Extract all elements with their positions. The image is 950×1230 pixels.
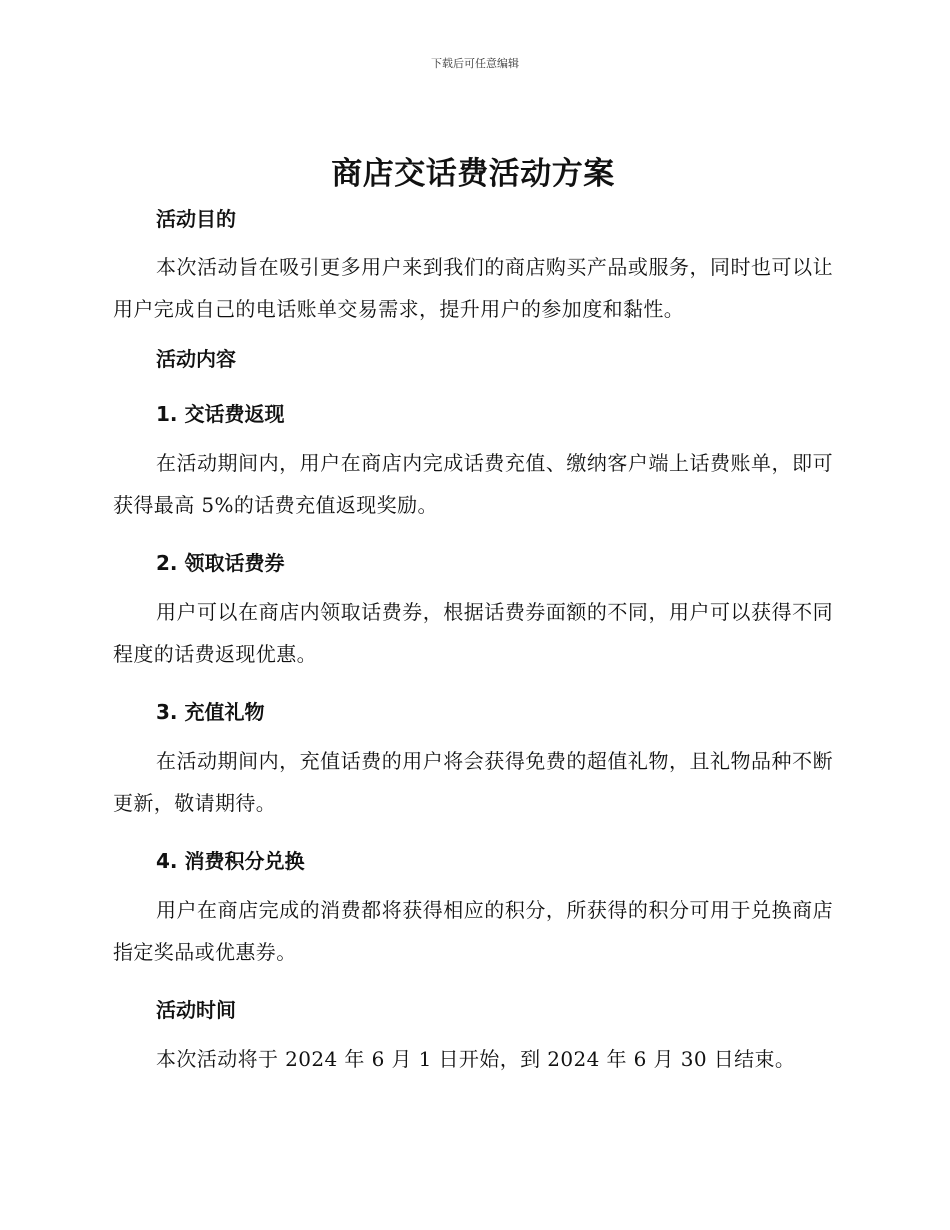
section-heading-time: 活动时间: [156, 998, 236, 1022]
item-paragraph-coupon: 用户可以在商店内领取话费券，根据话费券面额的不同，用户可以获得不同程度的话费返现优惠。: [113, 600, 833, 666]
page-header-note: 下载后可任意编辑: [431, 57, 519, 70]
item-heading-coupon: 2. 领取话费券: [156, 551, 285, 575]
item-paragraph-gift: 在活动期间内，充值话费的用户将会获得免费的超值礼物，且礼物品种不断更新，敬请期待。: [113, 749, 833, 815]
section-heading-content: 活动内容: [156, 347, 236, 371]
section-heading-purpose: 活动目的: [156, 207, 236, 231]
item-heading-cashback: 1. 交话费返现: [156, 402, 285, 426]
item-heading-gift: 3. 充值礼物: [156, 700, 265, 724]
section-paragraph-time: 本次活动将于 2024 年 6 月 1 日开始，到 2024 年 6 月 30 日结束。: [156, 1047, 796, 1071]
document-body: [113, 152, 833, 1080]
item-heading-points: 4. 消费积分兑换: [156, 849, 305, 873]
item-paragraph-points: 用户在商店完成的消费都将获得相应的积分，所获得的积分可用于兑换商店指定奖品或优惠券。: [113, 898, 833, 964]
section-paragraph-purpose: 本次活动旨在吸引更多用户来到我们的商店购买产品或服务，同时也可以让用户完成自己的电话账单交易需求，提升用户的参加度和黏性。: [113, 255, 833, 321]
item-paragraph-cashback: 在活动期间内，用户在商店内完成话费充值、缴纳客户端上话费账单，即可获得最高 5%的话费充值返现奖励。: [113, 451, 833, 517]
document-title: 商店交话费活动方案: [331, 156, 615, 192]
